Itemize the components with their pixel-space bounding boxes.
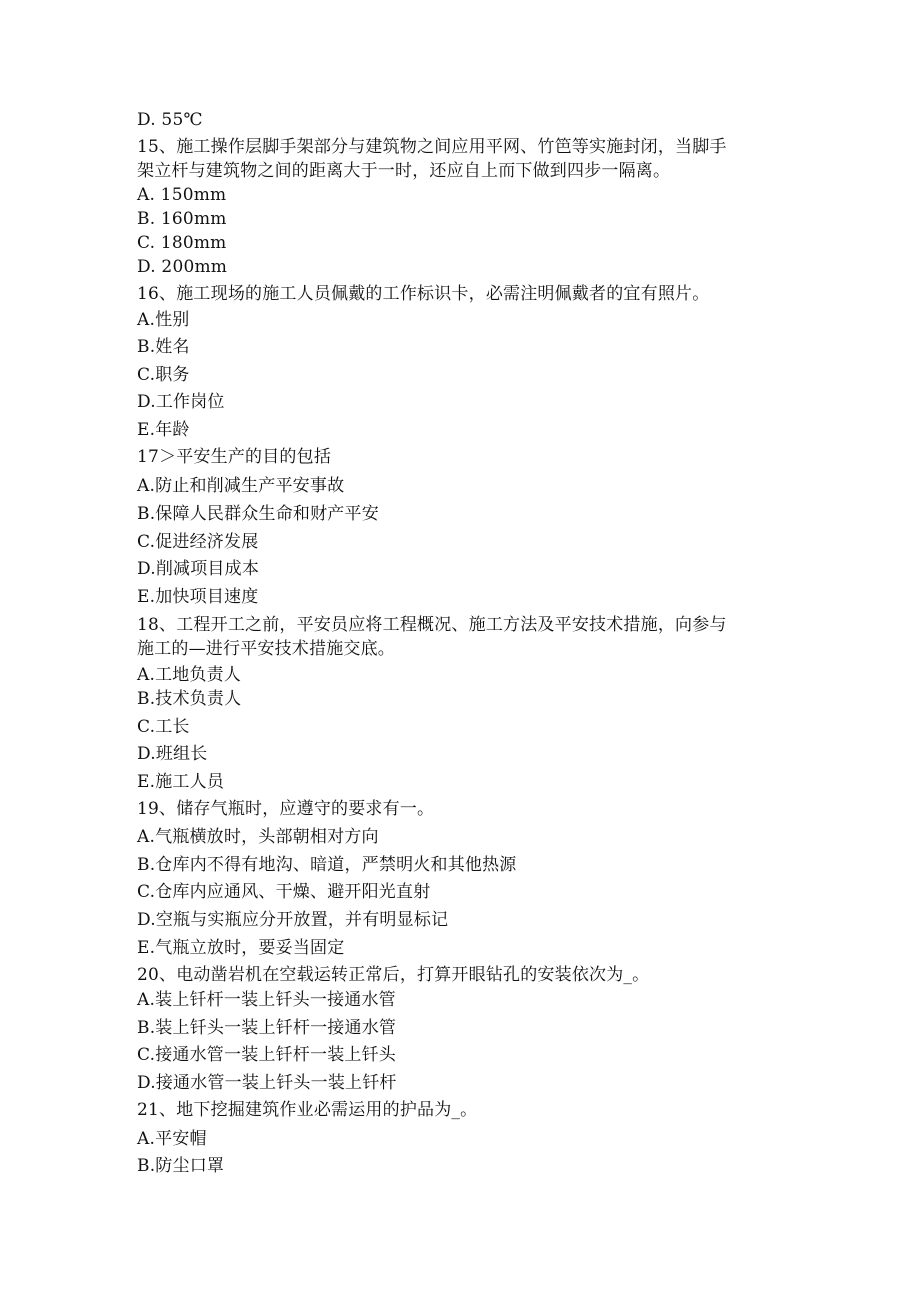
option-d: D.工作岗位 — [137, 392, 225, 412]
option-e: E.加快项目速度 — [137, 587, 259, 607]
option-d: D.接通水管一装上钎头一装上钎杆 — [137, 1073, 397, 1093]
option-c: C.接通水管一装上钎杆一装上钎头 — [137, 1045, 397, 1065]
option-c: C. 180mm — [137, 233, 227, 253]
question-16: 16、施工现场的施工人员佩戴的工作标识卡，必需注明佩戴者的宜有照片。 — [137, 284, 710, 304]
option-d: D. 200mm — [137, 257, 228, 277]
option-c: C.促进经济发展 — [137, 532, 259, 552]
option-e: E.年龄 — [137, 420, 190, 440]
question-18-line-1: 18、工程开工之前，平安员应将工程概况、施工方法及平安技术措施，向参与 — [137, 615, 727, 635]
option-d: D.班组长 — [137, 744, 208, 764]
question-21: 21、地下挖掘建筑作业必需运用的护品为_。 — [137, 1100, 478, 1120]
option-d: D.空瓶与实瓶应分开放置，并有明显标记 — [137, 910, 449, 930]
option-a: A.性别 — [137, 310, 190, 330]
option-e: E.气瓶立放时，要妥当固定 — [137, 938, 345, 958]
option-a: A.气瓶横放时，头部朝相对方向 — [137, 827, 379, 847]
option-b: B. 160mm — [137, 209, 227, 229]
option-b: B.装上钎头一装上钎杆一接通水管 — [137, 1018, 397, 1038]
option-c: C.仓库内应通风、干燥、避开阳光直射 — [137, 882, 431, 902]
option-e: E.施工人员 — [137, 772, 225, 792]
option-a: A.平安帽 — [137, 1129, 207, 1149]
option-d: D. 55℃ — [137, 110, 203, 130]
question-17: 17＞平安生产的目的包括 — [137, 447, 332, 467]
question-15-line-2: 架立杆与建筑物之间的距离大于一时，还应自上而下做到四步一隔离。 — [137, 161, 671, 181]
question-15-line-1: 15、施工操作层脚手架部分与建筑物之间应用平网、竹笆等实施封闭，当脚手 — [137, 137, 727, 157]
option-a: A. 150mm — [137, 185, 227, 205]
question-18-line-2: 施工的—进行平安技术措施交底。 — [137, 639, 395, 659]
option-b: B.姓名 — [137, 337, 190, 357]
option-c: C.工长 — [137, 717, 190, 737]
option-b: B.技术负责人 — [137, 689, 242, 709]
option-d: D.削减项目成本 — [137, 559, 260, 579]
option-a: A.装上钎杆一装上钎头一接通水管 — [137, 990, 396, 1010]
option-a: A.工地负责人 — [137, 665, 242, 685]
question-19: 19、储存气瓶时，应遵守的要求有一。 — [137, 799, 435, 819]
option-b: B.仓库内不得有地沟、暗道，严禁明火和其他热源 — [137, 855, 517, 875]
option-a: A.防止和削减生产平安事故 — [137, 476, 345, 496]
option-b: B.保障人民群众生命和财产平安 — [137, 504, 379, 524]
option-b: B.防尘口罩 — [137, 1156, 225, 1176]
question-20: 20、电动凿岩机在空载运转正常后，打算开眼钻孔的安装依次为_。 — [137, 965, 650, 985]
option-c: C.职务 — [137, 365, 190, 385]
